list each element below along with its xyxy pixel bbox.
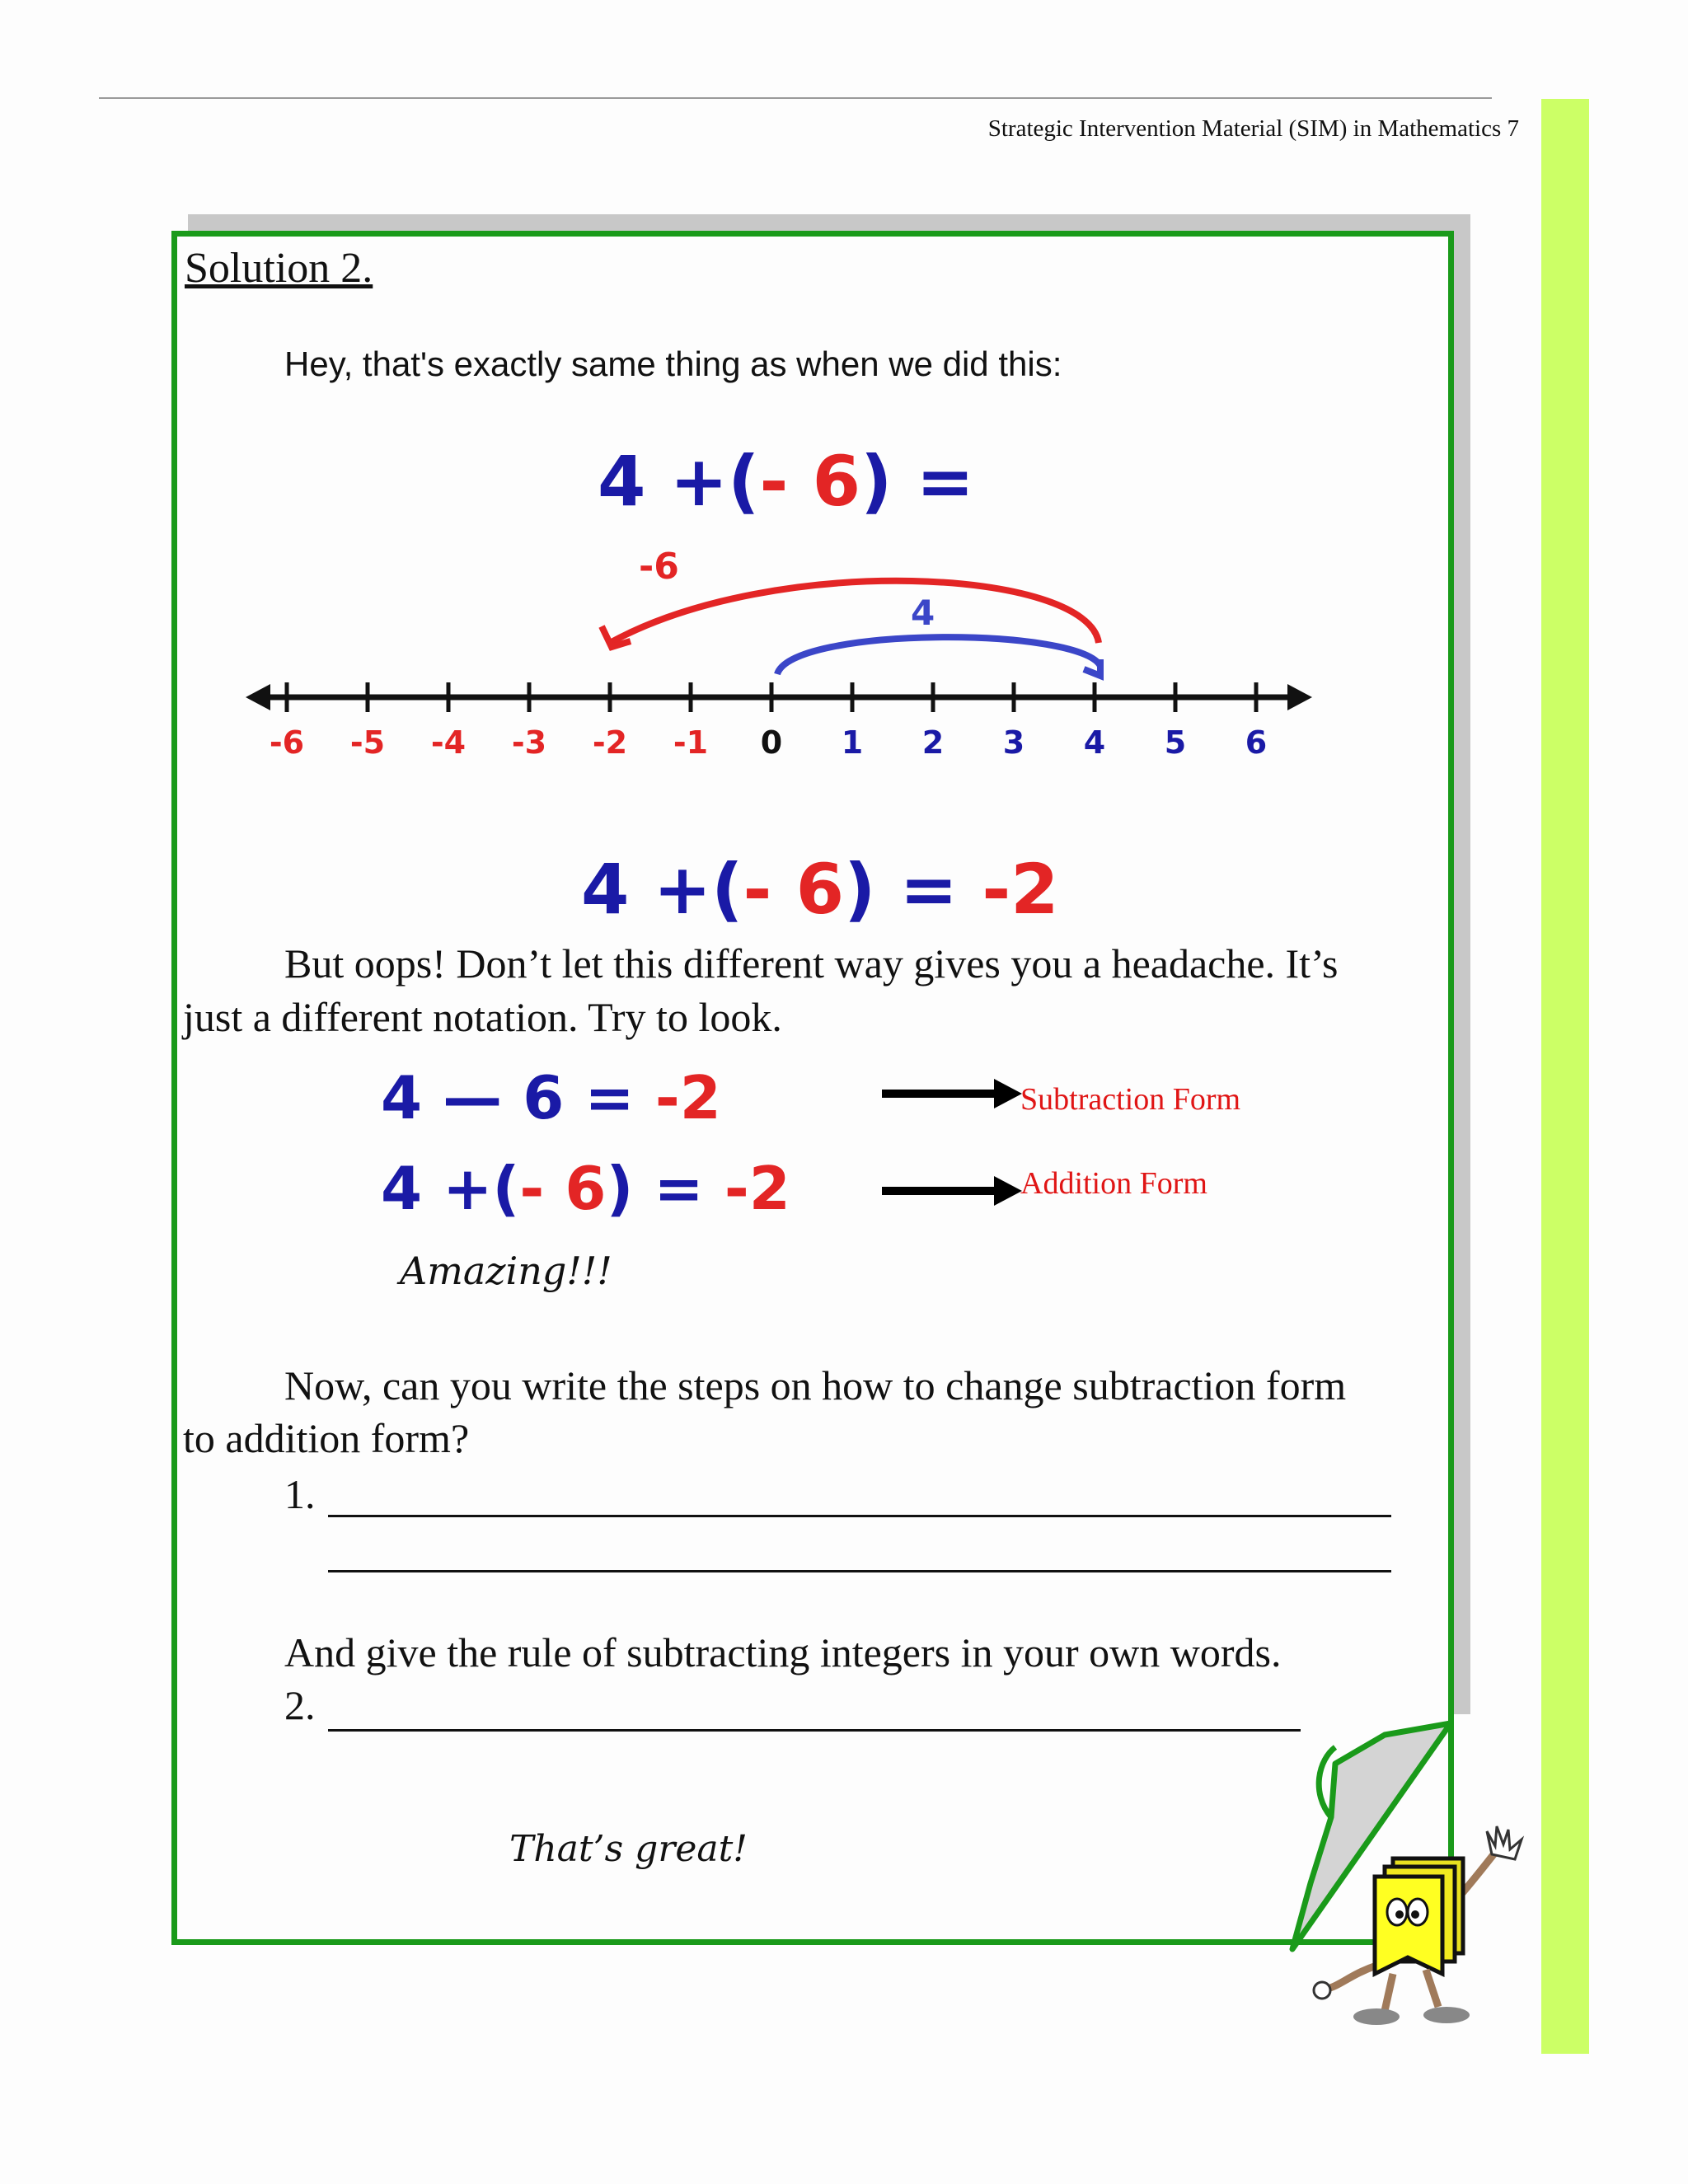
tick-label: -5 (349, 724, 386, 761)
addition-expression-mid: ) = (606, 1154, 704, 1223)
answer1-line-2[interactable] (328, 1570, 1391, 1572)
addition-expression-result: -2 (724, 1154, 790, 1223)
tick-label: -1 (673, 724, 709, 761)
amazing-text: Amazing!!! (400, 1249, 612, 1293)
question1-line1: Now, can you write the steps on how to change subtraction form (284, 1362, 1347, 1408)
red-jump-label: -6 (639, 546, 679, 588)
tick-label: 3 (1002, 724, 1025, 761)
equation-result (581, 849, 1059, 930)
axis-left-arrow (246, 684, 270, 710)
equation-result-mid: ) = (844, 849, 959, 930)
addition-expression (381, 1154, 790, 1223)
tick-label: -4 (430, 724, 467, 761)
addition-expression-left: 4 +( (381, 1154, 520, 1223)
subtraction-expression-result: -2 (654, 1063, 721, 1132)
subtraction-expression (381, 1063, 721, 1132)
item1-number: 1. (284, 1471, 316, 1517)
equation-top-left: 4 +( (598, 441, 760, 522)
solution-title: Solution 2. (185, 245, 373, 292)
paragraph1-line1: But oops! Don’t let this different way gives you a headache. It’s (284, 940, 1339, 987)
red-jump-arc (610, 581, 1099, 643)
side-stripe (1541, 99, 1589, 2054)
equation-top-right: ) = (860, 441, 975, 522)
book-mascot-icon (1302, 1809, 1541, 2040)
equation-result-value: -2 (982, 849, 1059, 930)
equation-top (598, 441, 974, 522)
equation-top-neg: - 6 (759, 441, 861, 522)
tick-label: 4 (1083, 724, 1106, 761)
subtraction-arrow-head (994, 1079, 1022, 1108)
tick-marks (270, 682, 1267, 761)
tick-label: 5 (1164, 724, 1187, 761)
answer2-line[interactable] (328, 1729, 1301, 1732)
question1-line2: to addition form? (183, 1415, 470, 1461)
intro-text: Hey, that's exactly same thing as when we did this: (284, 344, 1062, 383)
tick-label: 1 (841, 724, 864, 761)
addition-form-label: Addition Form (1020, 1166, 1207, 1201)
closing-text: That’s great! (509, 1828, 748, 1870)
addition-arrow-head (994, 1176, 1022, 1206)
header-title: Strategic Intervention Material (SIM) in Mathematics 7 (987, 115, 1519, 142)
subtraction-arrow-line (882, 1090, 997, 1098)
tick-label: 6 (1245, 724, 1268, 761)
subtraction-form-label: Subtraction Form (1020, 1082, 1241, 1117)
tick-label: -3 (511, 724, 547, 761)
tick-label: 0 (760, 724, 783, 761)
number-line (231, 536, 1327, 775)
addition-arrow-line (882, 1187, 997, 1195)
axis-right-arrow (1287, 684, 1312, 710)
answer1-line-1[interactable] (328, 1515, 1391, 1517)
paragraph1-line2: just a different notation. Try to look. (183, 994, 782, 1040)
blue-jump-arc (777, 637, 1100, 674)
subtraction-expression-left: 4 — 6 = (381, 1063, 635, 1132)
item2-number: 2. (284, 1682, 316, 1728)
tick-label: -2 (592, 724, 628, 761)
addition-expression-neg: - 6 (519, 1154, 607, 1223)
blue-jump-label: 4 (911, 593, 935, 633)
tick-label: 2 (921, 724, 945, 761)
header-rule (99, 97, 1492, 99)
equation-result-neg: - 6 (743, 849, 845, 930)
tick-label: -6 (269, 724, 305, 761)
question2-text: And give the rule of subtracting integers in your own words. (284, 1629, 1282, 1675)
equation-result-left: 4 +( (581, 849, 743, 930)
